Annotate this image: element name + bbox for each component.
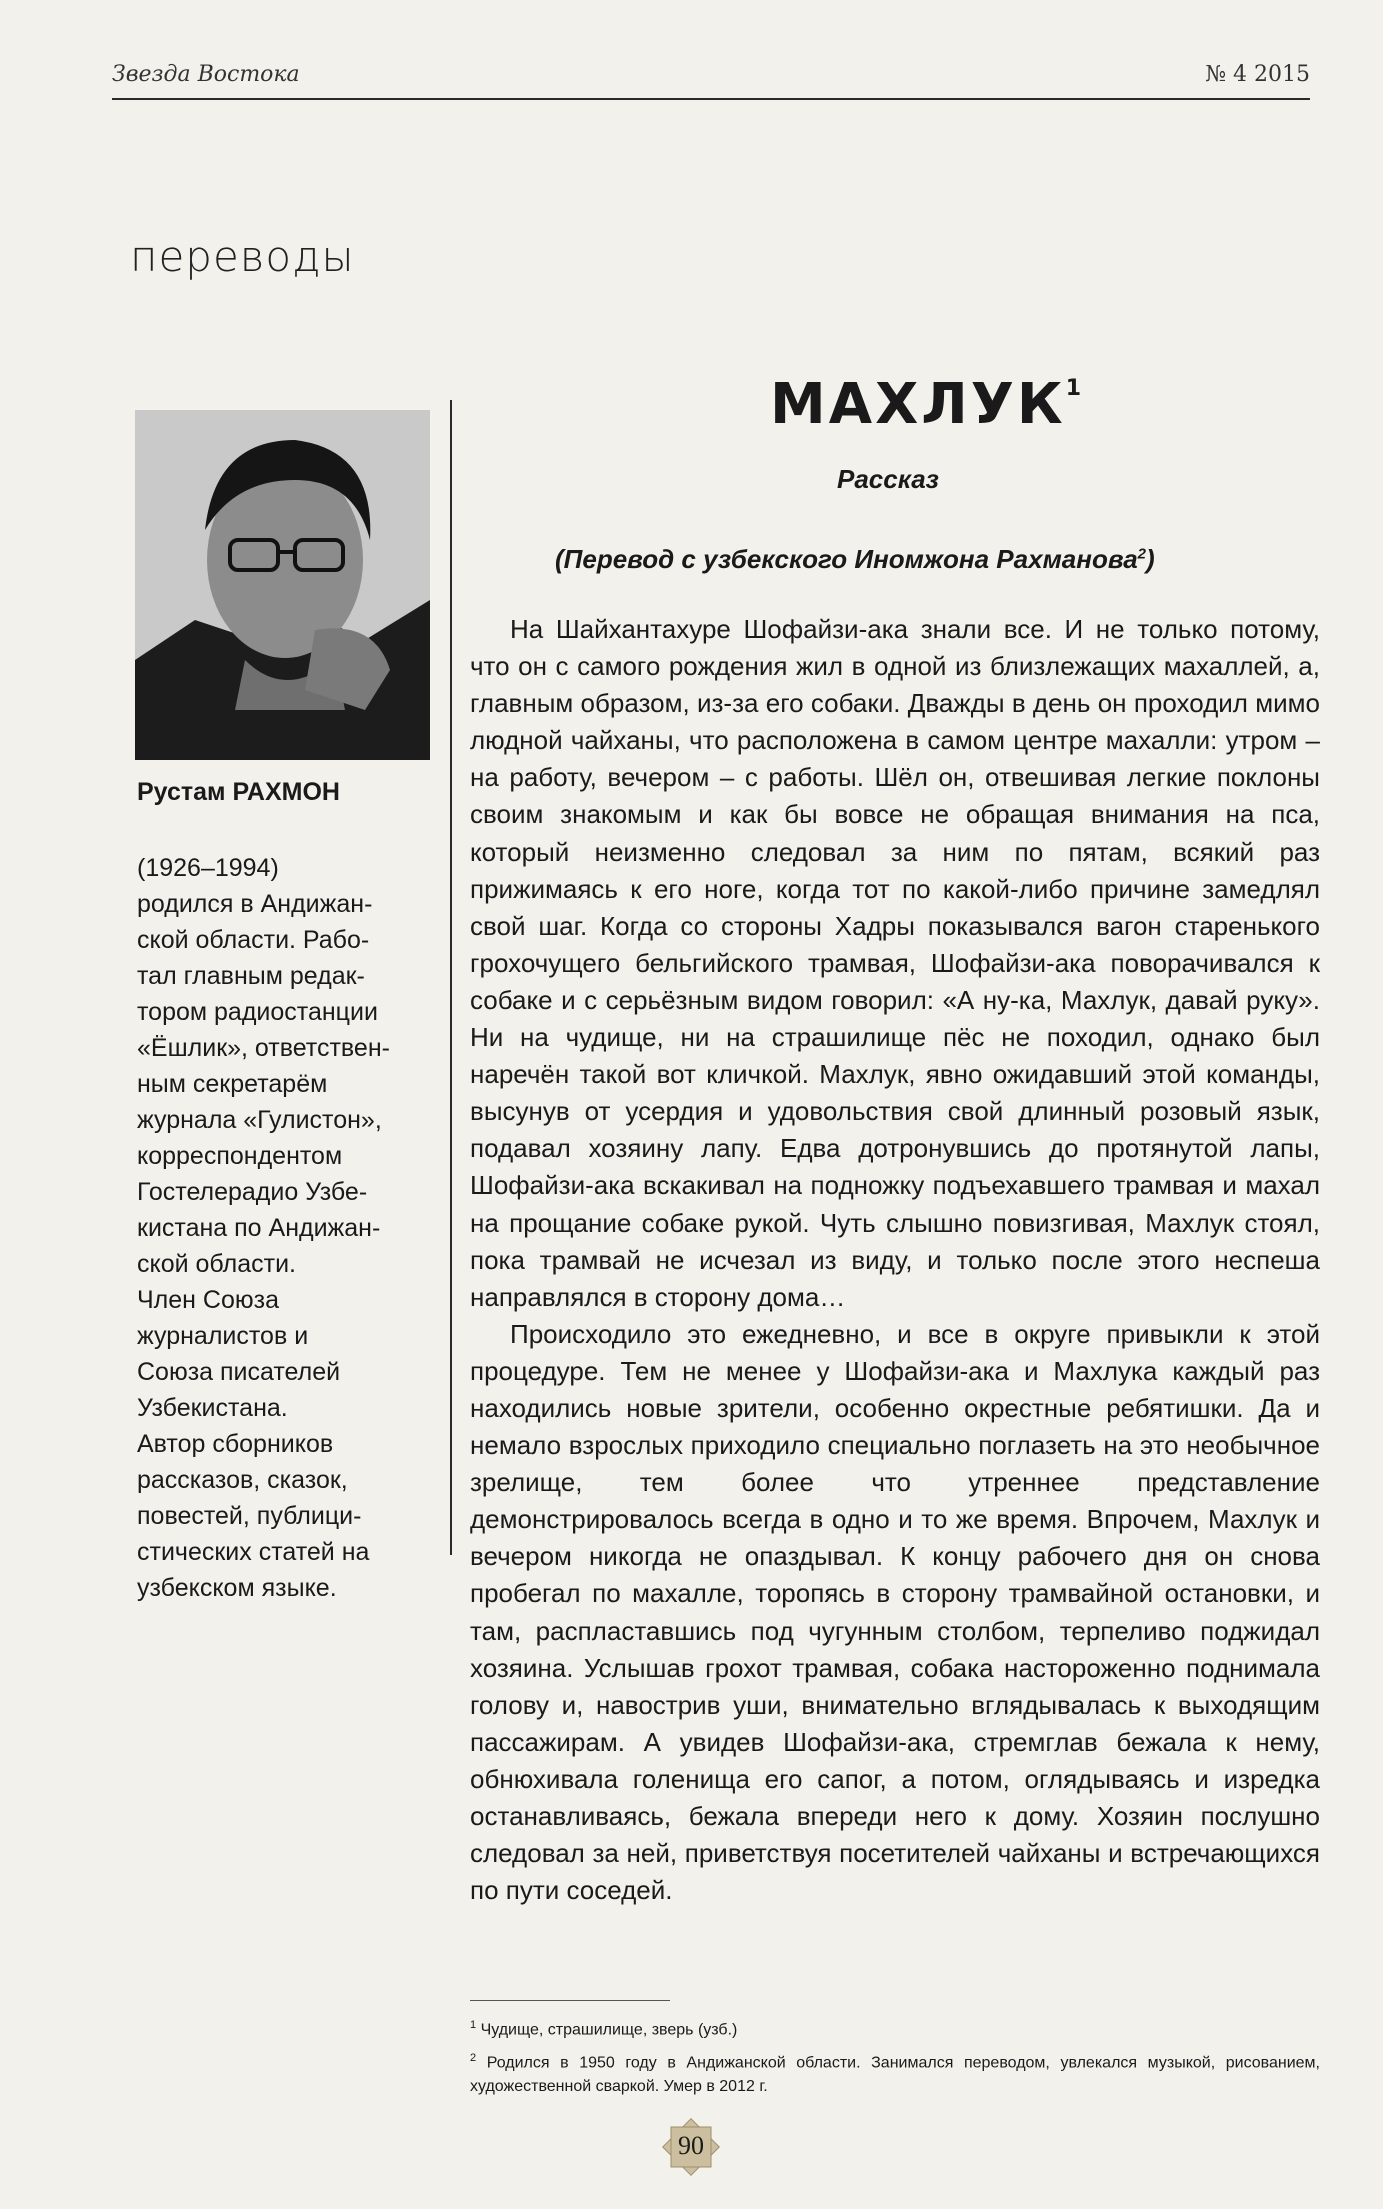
author-bio: [137, 850, 437, 1606]
bio-line: ской области.: [137, 1250, 296, 1278]
page-number-text: 90: [678, 2131, 704, 2160]
story-title: [770, 372, 1081, 437]
author-name: Рустам РАХМОН: [137, 778, 340, 806]
story-body: [470, 611, 1320, 1909]
header-rule: [112, 98, 1310, 100]
story-title-text: МАХЛУК: [770, 372, 1066, 437]
bio-line: тал главным редак-: [137, 962, 365, 990]
footnote-text: Родился в 1950 году в Андижанской области. Занимался переводом, увлекался музыкой, рисованием, художественной сваркой. Умер в 2012 г.: [470, 2054, 1320, 2095]
bio-line: кистана по Андижан-: [137, 1214, 381, 1242]
bio-line: ской области. Рабо-: [137, 926, 370, 954]
footnote-mark: 1: [470, 2019, 477, 2031]
bio-line: Автор сборников: [137, 1430, 334, 1458]
bio-line: корреспондентом: [137, 1142, 343, 1170]
bio-line: журналистов и: [137, 1322, 309, 1350]
running-head: [112, 62, 1310, 87]
bio-line: (1926–1994): [137, 854, 279, 882]
bio-line: Союза писателей: [137, 1358, 341, 1386]
title-footnote-mark: 1: [1065, 376, 1082, 401]
column-divider: [450, 400, 452, 1555]
footnotes: [470, 2014, 1320, 2104]
bio-line: Гостелерадио Узбе-: [137, 1178, 368, 1206]
bio-line: стических статей на: [137, 1538, 370, 1566]
bio-line: повестей, публици-: [137, 1502, 362, 1530]
bio-line: Узбекистана.: [137, 1394, 288, 1422]
journal-title: Звезда Востока: [112, 62, 300, 87]
bio-line: узбекском языке.: [137, 1574, 337, 1602]
footnote-text: Чудище, страшилище, зверь (узб.): [480, 2021, 738, 2039]
translation-credit: [555, 544, 1155, 575]
bio-line: тором радиостанции: [137, 998, 378, 1026]
bio-line: журнала «Гулистон»,: [137, 1106, 382, 1134]
issue-number: № 4 2015: [1205, 62, 1310, 87]
translation-close: ): [1146, 544, 1155, 574]
translation-text: (Перевод с узбекского Иномжона Рахманова: [555, 544, 1138, 574]
page-number: [656, 2112, 726, 2182]
bio-line: ным секретарём: [137, 1070, 328, 1098]
bio-line: «Ёшлик», ответствен-: [137, 1034, 390, 1062]
footnote-mark: 2: [470, 2052, 477, 2065]
translator-footnote-mark: 2: [1137, 545, 1147, 563]
bio-line: родился в Андижан-: [137, 890, 373, 918]
story-genre: Рассказ: [837, 464, 939, 494]
footnote-rule: [470, 2000, 670, 2001]
section-label: переводы: [130, 232, 355, 281]
bio-line: рассказов, сказок,: [137, 1466, 348, 1494]
footnote: [470, 2047, 1320, 2097]
story-paragraph: На Шайхантахуре Шофайзи-ака знали все. И не только потому, что он с самого рождения жил в одной из близлежащих махаллей, а, главным образом, из-за его собаки. Дважды в день он проходил мимо людной чайханы, что расположена в самом центре махалли: утром – на работу, вечером – с работы. Шёл он, отвешивая легкие поклоны своим знакомым и как бы вовсе не обращая внимания на пса, который неизменно следовал за ним по пятам, всякий раз прижимаясь к его ноге, когда тот по какой-либо причине замедлял свой шаг. Когда со стороны Хадры показывался вагон старенького грохочущего бельгийского трамвая, Шофайзи-ака поворачивался к собаке и с серьёзным видом говорил: «А ну-ка, Махлук, давай руку». Ни на чудище, ни на страшилище пёс не походил, однако был наречён такой вот кличкой. Махлук, явно ожидавший этой команды, высунув от усердия и удовольствия свой длинный розовый язык, подавал хозяину лапу. Едва дотронувшись до протянутой лапы, Шофайзи-ака вскакивал на подножку подъехавшего трамвая и махал на прощание собаке рукой. Чуть слышно повизгивая, Махлук стоял, пока трамвай не исчезал из виду, и только после этого неспеша направлялся в сторону дома…: [470, 614, 1320, 1312]
author-photo: [135, 410, 430, 760]
story-paragraph: Происходило это ежедневно, и все в округе привыкли к этой процедуре. Тем не менее у Шофайзи-ака и Махлука каждый раз находились новые зрители, особенно окрестные ребятишки. Да и немало взрослых приходило специально поглазеть на это необычное зрелище, тем более что утреннее представление демонстрировалось всегда в одно и то же время. Впрочем, Махлук и вечером никогда не опаздывал. К концу рабочего дня он снова пробегал по махалле, торопясь в сторону трамвайной остановки, и там, распластавшись под чугунным столбом, терпеливо поджидал хозяина. Услышав грохот трамвая, собака настороженно поднимала голову и, навострив уши, внимательно вглядывалась к выходящим пассажирам. А увидев Шофайзи-ака, стремглав бежала к нему, обнюхивала голенища его сапог, а потом, оглядываясь и изредка останавливаясь, бежала впереди него к дому. Хозяин послушно следовал за ней, приветствуя посетителей чайханы и встречающихся по пути соседей.: [470, 1318, 1320, 1906]
footnote: [470, 2014, 1320, 2041]
bio-line: Член Союза: [137, 1286, 279, 1314]
